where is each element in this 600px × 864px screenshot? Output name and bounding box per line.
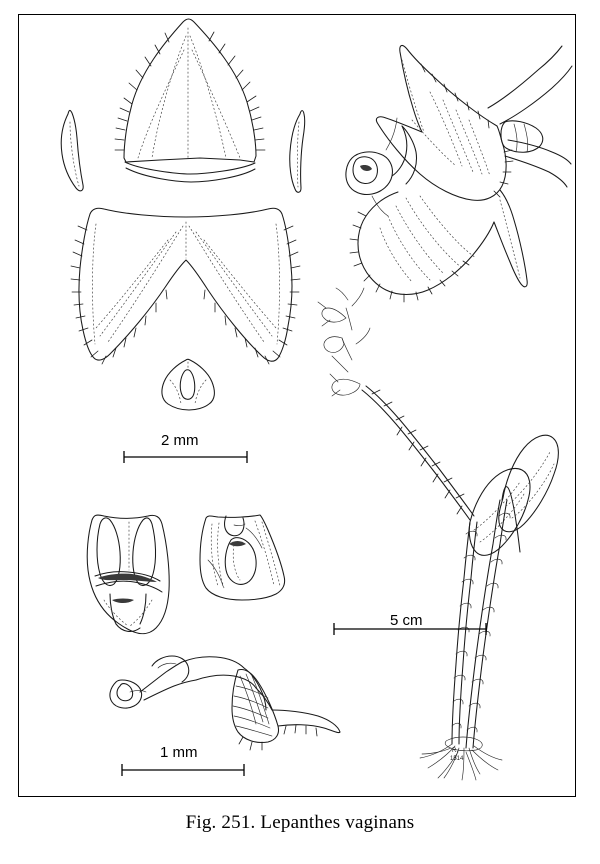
artist-signature: R.: [452, 748, 458, 754]
scale-bar-label-2mm: 2 mm: [161, 432, 199, 449]
artist-signature-number: 1514: [450, 756, 464, 762]
plate-border: [18, 14, 576, 797]
figure-caption: Fig. 251. Lepanthes vaginans: [185, 812, 415, 833]
scale-bar-label-1mm: 1 mm: [160, 744, 198, 761]
scale-bar-label-5cm: 5 cm: [390, 612, 423, 629]
